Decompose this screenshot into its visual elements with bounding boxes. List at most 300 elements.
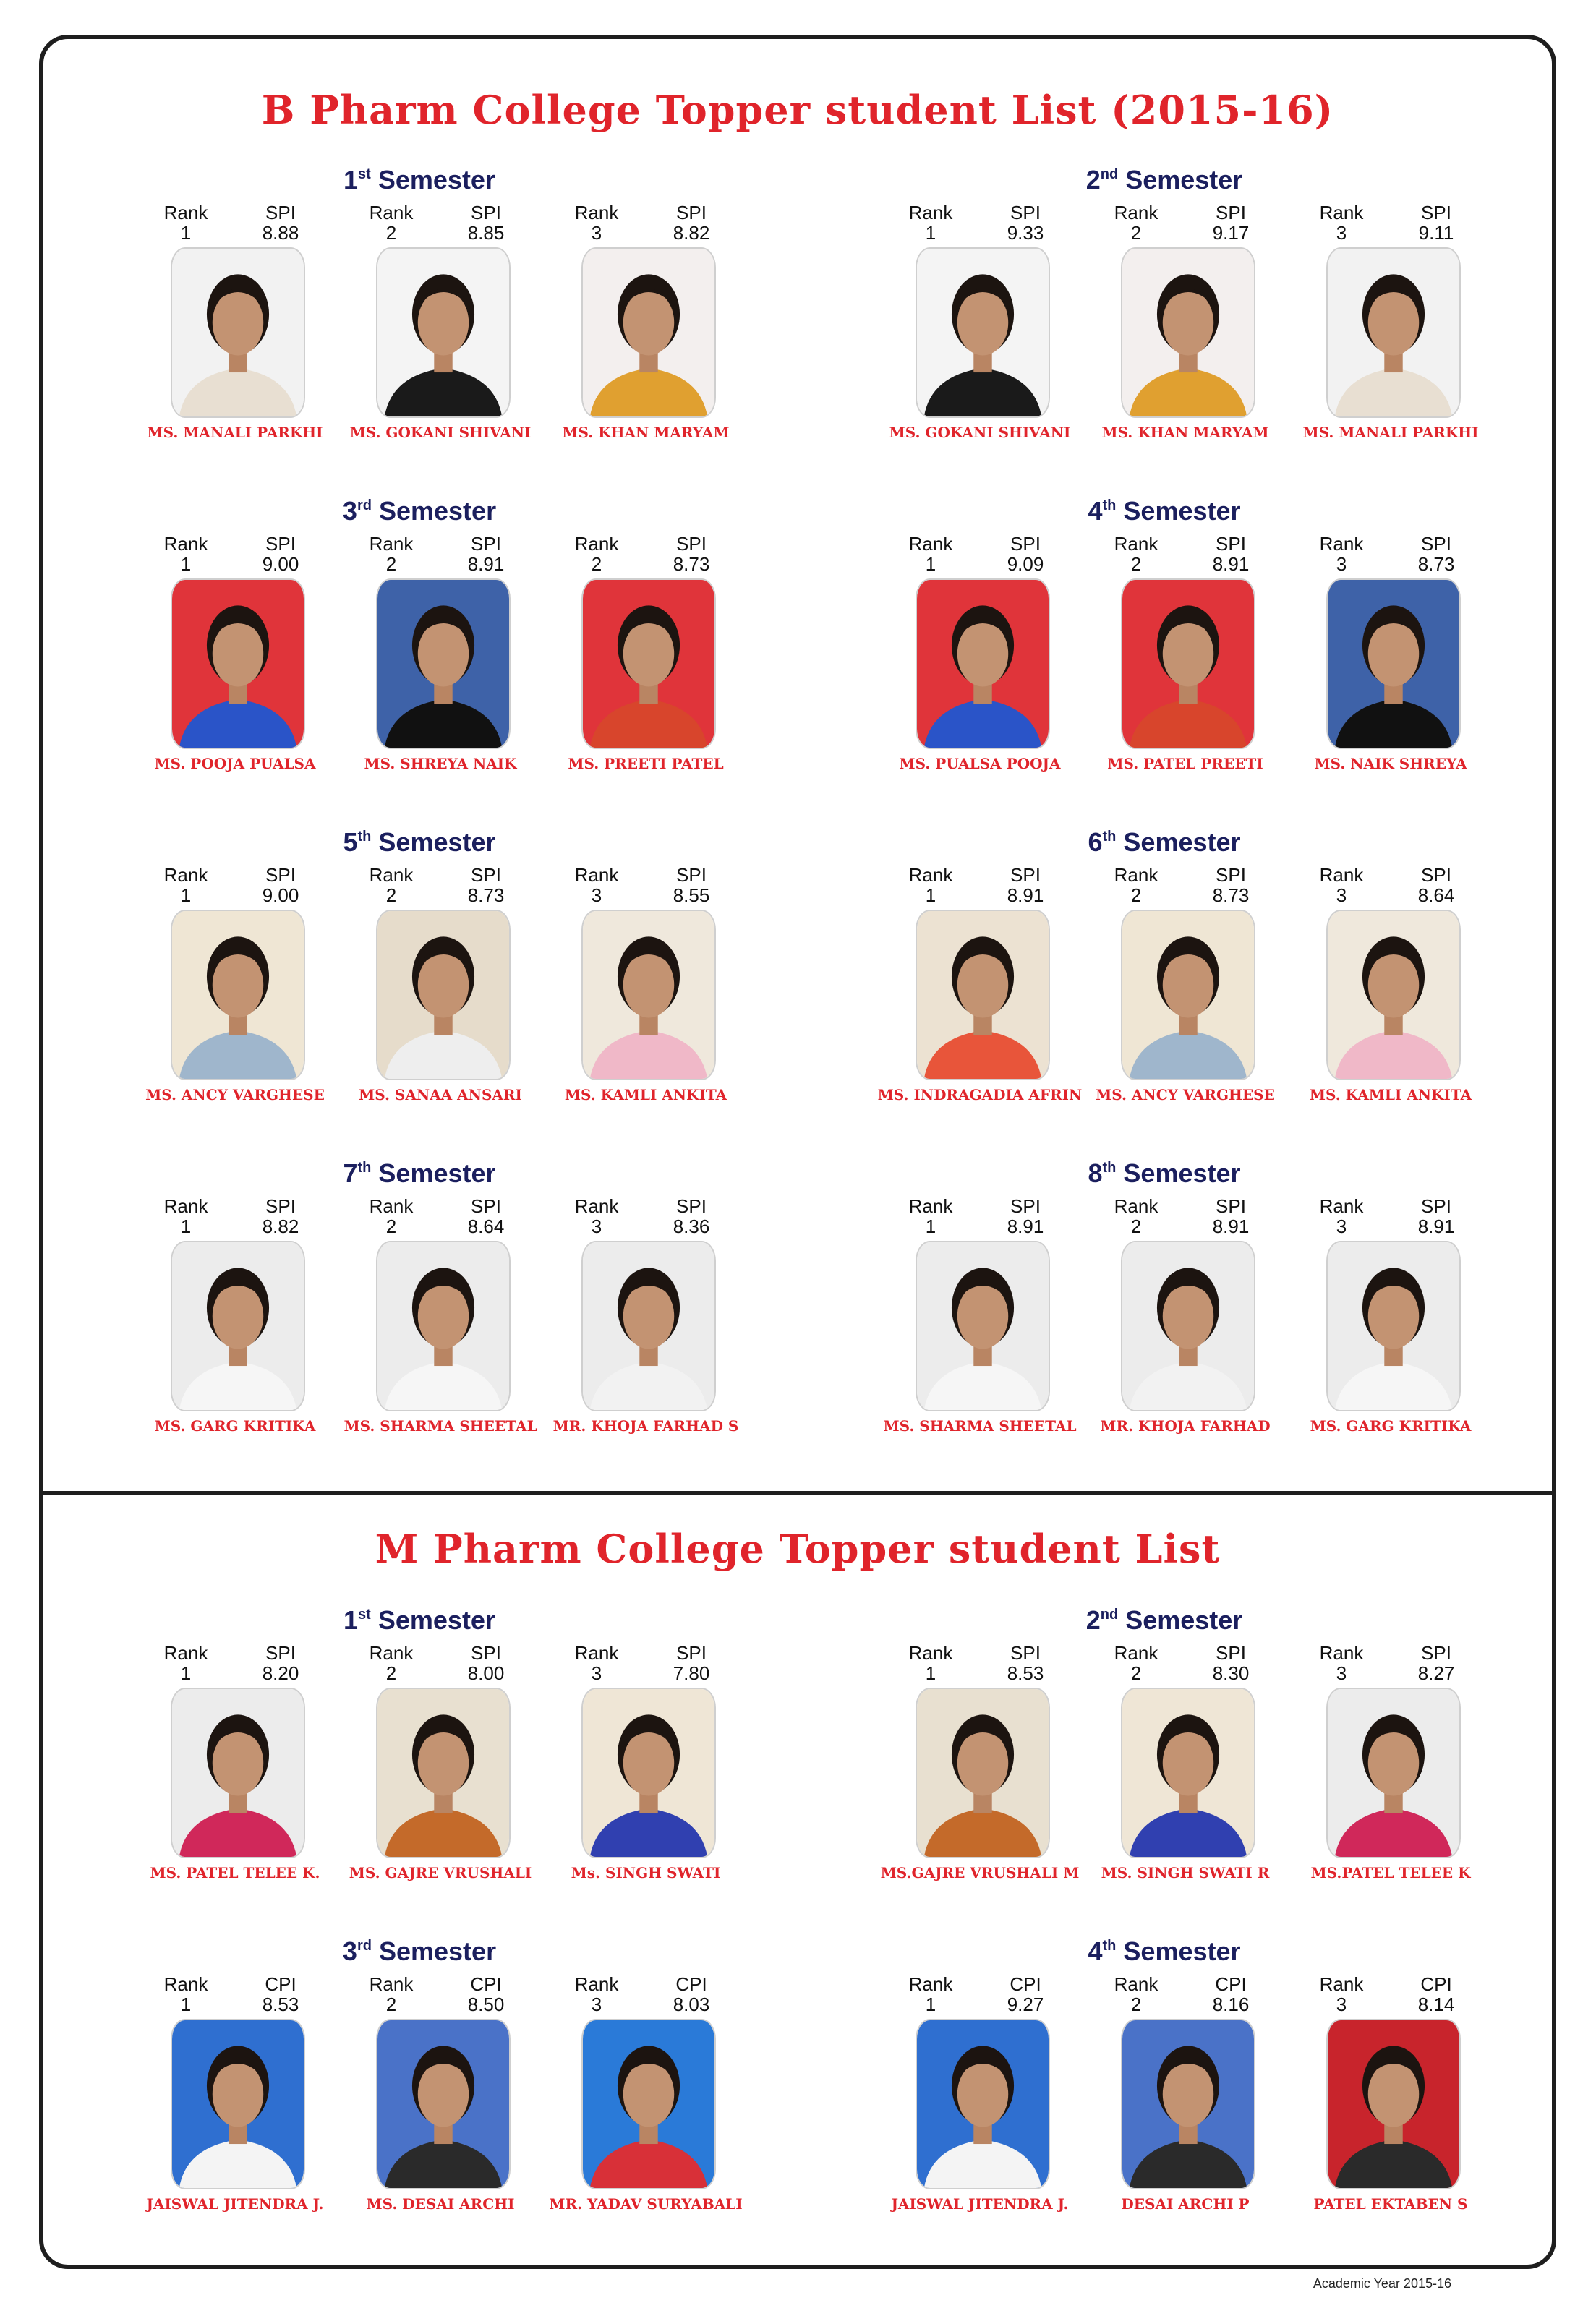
topper-card bbox=[343, 1195, 537, 1442]
semester-word: Semester bbox=[377, 1605, 495, 1635]
score-value: 9.00 bbox=[262, 553, 299, 575]
score-value: 9.09 bbox=[1007, 553, 1044, 575]
student-name: MS.GAJRE VRUSHALI M bbox=[880, 1864, 1080, 1881]
rank-label: Rank bbox=[908, 864, 953, 886]
student-name: MS. PATEL TELEE K. bbox=[150, 1864, 320, 1881]
student-name: MS. SHARMA SHEETAL bbox=[343, 1417, 537, 1435]
student-photo bbox=[916, 1688, 1050, 1858]
score-label: SPI bbox=[471, 1195, 501, 1217]
rank-value: 1 bbox=[180, 1215, 192, 1237]
student-name: MS. GARG KRITIKA bbox=[154, 1417, 316, 1435]
score-label: SPI bbox=[1421, 533, 1451, 555]
rank-label: Rank bbox=[1114, 1195, 1158, 1217]
rank-value: 3 bbox=[591, 1215, 602, 1237]
student-name: MR. YADAV SURYABALI bbox=[549, 2195, 743, 2213]
student-photo bbox=[1121, 2019, 1255, 2189]
rank-label: Rank bbox=[908, 202, 953, 223]
score-label: SPI bbox=[265, 1642, 296, 1664]
rank-label: Rank bbox=[163, 1973, 208, 1995]
student-name: MS. MANALI PARKHI bbox=[1302, 424, 1479, 441]
rank-label: Rank bbox=[908, 1973, 953, 1995]
rank-value: 3 bbox=[1336, 1994, 1347, 2015]
student-photo bbox=[376, 247, 511, 418]
score-value: 8.88 bbox=[262, 222, 299, 244]
semester-heading bbox=[145, 165, 694, 195]
rank-label: Rank bbox=[574, 1642, 619, 1664]
semester-ordinal-suffix: st bbox=[358, 166, 371, 182]
student-photo bbox=[1326, 2019, 1461, 2189]
score-value: 8.82 bbox=[262, 1215, 299, 1237]
student-name: MS. SHARMA SHEETAL bbox=[883, 1417, 1077, 1435]
rank-value: 2 bbox=[1130, 1994, 1142, 2015]
semester-number: 1 bbox=[343, 1605, 359, 1635]
student-photo bbox=[916, 2019, 1050, 2189]
student-name: MS. GOKANI SHIVANI bbox=[349, 424, 532, 441]
score-label: SPI bbox=[1216, 202, 1246, 223]
student-name: MS. GOKANI SHIVANI bbox=[889, 424, 1071, 441]
rank-value: 1 bbox=[925, 1994, 936, 2015]
rank-label: Rank bbox=[163, 533, 208, 555]
rank-label: Rank bbox=[908, 1195, 953, 1217]
rank-label: Rank bbox=[1114, 1973, 1158, 1995]
semester-ordinal-suffix: nd bbox=[1100, 166, 1119, 182]
rank-value: 3 bbox=[591, 1994, 602, 2015]
rank-label: Rank bbox=[369, 533, 414, 555]
semester-word: Semester bbox=[377, 165, 495, 195]
rank-label: Rank bbox=[574, 202, 619, 223]
score-value: 9.27 bbox=[1007, 1994, 1044, 2015]
score-label: SPI bbox=[471, 202, 501, 223]
semester-ordinal-suffix: rd bbox=[357, 497, 372, 513]
student-photo bbox=[171, 1241, 305, 1411]
score-value: 8.64 bbox=[1417, 884, 1455, 906]
semester-heading bbox=[145, 827, 694, 858]
topper-card bbox=[1095, 1196, 1276, 1442]
student-photo bbox=[376, 910, 511, 1080]
student-name: MS. POOJA PUALSA bbox=[154, 755, 316, 772]
rank-value: 3 bbox=[1336, 553, 1347, 575]
student-photo bbox=[376, 1241, 511, 1411]
student-photo bbox=[376, 578, 511, 749]
semester-word: Semester bbox=[1125, 165, 1243, 195]
rank-value: 1 bbox=[180, 222, 192, 244]
rank-label: Rank bbox=[369, 1195, 414, 1217]
semester-number: 1 bbox=[343, 165, 359, 195]
student-photo bbox=[916, 247, 1050, 418]
rank-label: Rank bbox=[908, 533, 953, 555]
student-name: MS. PATEL PREETI bbox=[1107, 755, 1263, 772]
student-photo bbox=[581, 578, 716, 749]
student-name: MS. SINGH SWATI R bbox=[1101, 1864, 1270, 1881]
score-label: CPI bbox=[1420, 1973, 1452, 1995]
rank-value: 2 bbox=[1130, 1662, 1142, 1684]
score-value: 8.03 bbox=[673, 1994, 710, 2015]
semester-number: 8 bbox=[1088, 1158, 1103, 1188]
semester-heading bbox=[889, 1605, 1439, 1636]
student-photo bbox=[581, 1241, 716, 1411]
student-photo bbox=[581, 2019, 716, 2189]
score-value: 8.27 bbox=[1417, 1662, 1455, 1684]
semester-number: 7 bbox=[343, 1158, 358, 1188]
score-label: SPI bbox=[676, 1195, 707, 1217]
rank-value: 3 bbox=[1336, 222, 1347, 244]
rank-label: Rank bbox=[908, 1642, 953, 1664]
score-value: 8.36 bbox=[673, 1215, 710, 1237]
rank-value: 3 bbox=[591, 1662, 602, 1684]
rank-label: Rank bbox=[1319, 1642, 1364, 1664]
rank-label: Rank bbox=[369, 202, 414, 223]
score-value: 8.73 bbox=[673, 553, 710, 575]
score-label: SPI bbox=[1010, 864, 1041, 886]
topper-card bbox=[549, 1973, 743, 2220]
student-name: MR. KHOJA FARHAD bbox=[1100, 1417, 1271, 1435]
rank-value: 1 bbox=[180, 553, 192, 575]
rank-label: Rank bbox=[369, 1973, 414, 1995]
rank-label: Rank bbox=[1114, 202, 1158, 223]
student-photo bbox=[1121, 910, 1255, 1080]
student-name: MS. GARG KRITIKA bbox=[1310, 1417, 1472, 1435]
topper-card bbox=[350, 1643, 531, 1889]
rank-label: Rank bbox=[1319, 864, 1364, 886]
topper-card bbox=[1095, 202, 1276, 448]
rank-value: 3 bbox=[591, 884, 602, 906]
score-value: 8.55 bbox=[673, 884, 710, 906]
score-label: SPI bbox=[265, 533, 296, 555]
student-name: MS. KHAN MARYAM bbox=[562, 424, 730, 441]
semester-heading bbox=[145, 1158, 694, 1189]
score-value: 8.91 bbox=[1212, 1215, 1250, 1237]
student-photo bbox=[1326, 1241, 1461, 1411]
semester-ordinal-suffix: th bbox=[1102, 829, 1117, 845]
rank-value: 1 bbox=[180, 884, 192, 906]
student-name: MS. KAMLI ANKITA bbox=[564, 1086, 727, 1103]
rank-value: 2 bbox=[385, 553, 397, 575]
student-photo bbox=[171, 247, 305, 418]
score-value: 8.00 bbox=[467, 1662, 505, 1684]
topper-card bbox=[1095, 1974, 1276, 2220]
rank-label: Rank bbox=[1319, 533, 1364, 555]
score-label: CPI bbox=[1215, 1973, 1247, 1995]
student-name: MS. NAIK SHREYA bbox=[1314, 755, 1467, 772]
student-photo bbox=[1121, 1688, 1255, 1858]
student-photo bbox=[1326, 247, 1461, 418]
student-name: MS. ANCY VARGHESE bbox=[1096, 1086, 1275, 1103]
rank-label: Rank bbox=[1319, 1973, 1364, 1995]
semester-ordinal-suffix: rd bbox=[357, 1938, 372, 1954]
student-photo bbox=[171, 1688, 305, 1858]
rank-value: 3 bbox=[1336, 884, 1347, 906]
topper-card bbox=[1300, 865, 1481, 1111]
student-name: JAISWAL JITENDRA J. bbox=[891, 2195, 1069, 2213]
semester-word: Semester bbox=[1123, 496, 1241, 526]
topper-card bbox=[555, 202, 736, 448]
topper-card bbox=[145, 534, 325, 779]
rank-label: Rank bbox=[1114, 533, 1158, 555]
student-name: MS. ANCY VARGHESE bbox=[145, 1086, 325, 1103]
score-value: 8.91 bbox=[467, 553, 505, 575]
section-divider bbox=[39, 1491, 1556, 1495]
score-value: 8.85 bbox=[467, 222, 505, 244]
score-value: 8.53 bbox=[262, 1994, 299, 2015]
semester-heading bbox=[889, 165, 1439, 195]
score-label: SPI bbox=[676, 1642, 707, 1664]
rank-value: 2 bbox=[385, 222, 397, 244]
semester-word: Semester bbox=[1123, 1936, 1241, 1966]
student-photo bbox=[916, 578, 1050, 749]
semester-word: Semester bbox=[378, 827, 496, 857]
rank-value: 1 bbox=[180, 1662, 192, 1684]
rank-value: 3 bbox=[1336, 1215, 1347, 1237]
score-label: CPI bbox=[470, 1973, 502, 1995]
student-name: MS. KHAN MARYAM bbox=[1101, 424, 1269, 441]
score-label: SPI bbox=[1216, 864, 1246, 886]
student-name: MS. SHREYA NAIK bbox=[364, 755, 517, 772]
rank-label: Rank bbox=[163, 1642, 208, 1664]
topper-card bbox=[889, 202, 1070, 448]
rank-label: Rank bbox=[574, 864, 619, 886]
semester-heading bbox=[145, 1605, 694, 1636]
semester-ordinal-suffix: th bbox=[357, 1160, 372, 1176]
semester-heading bbox=[889, 496, 1439, 526]
semester-ordinal-suffix: th bbox=[1102, 497, 1117, 513]
semester-ordinal-suffix: th bbox=[1102, 1938, 1117, 1954]
semester-ordinal-suffix: th bbox=[357, 829, 372, 845]
semester-heading bbox=[889, 1936, 1439, 1967]
score-value: 8.73 bbox=[1417, 553, 1455, 575]
score-label: SPI bbox=[1421, 1642, 1451, 1664]
student-photo bbox=[1121, 1241, 1255, 1411]
topper-card bbox=[1095, 534, 1276, 779]
topper-card bbox=[1095, 865, 1276, 1111]
rank-label: Rank bbox=[574, 1195, 619, 1217]
score-value: 7.80 bbox=[673, 1662, 710, 1684]
score-value: 9.33 bbox=[1007, 222, 1044, 244]
m-pharm-title: M Pharm College Topper student List bbox=[375, 1526, 1221, 1572]
rank-value: 1 bbox=[925, 1215, 936, 1237]
rank-label: Rank bbox=[369, 864, 414, 886]
topper-card bbox=[883, 1195, 1077, 1442]
semester-number: 4 bbox=[1088, 1936, 1103, 1966]
semester-number: 3 bbox=[342, 496, 357, 526]
student-name: MS. GAJRE VRUSHALI bbox=[349, 1864, 532, 1881]
topper-card bbox=[1300, 1196, 1481, 1442]
score-value: 8.91 bbox=[1007, 1215, 1044, 1237]
student-photo bbox=[171, 910, 305, 1080]
semester-word: Semester bbox=[1123, 827, 1241, 857]
rank-value: 2 bbox=[385, 884, 397, 906]
score-value: 8.73 bbox=[1212, 884, 1250, 906]
b-pharm-title: B Pharm College Topper student List (2015-16) bbox=[261, 87, 1334, 133]
topper-card bbox=[145, 865, 325, 1111]
rank-value: 2 bbox=[385, 1994, 397, 2015]
student-photo bbox=[581, 247, 716, 418]
score-value: 8.20 bbox=[262, 1662, 299, 1684]
student-name: DESAI ARCHI P bbox=[1121, 2195, 1250, 2213]
rank-label: Rank bbox=[163, 1195, 208, 1217]
topper-card bbox=[889, 1974, 1070, 2220]
semester-heading bbox=[145, 496, 694, 526]
rank-label: Rank bbox=[1319, 202, 1364, 223]
semester-word: Semester bbox=[1123, 1158, 1241, 1188]
student-name: MS. MANALI PARKHI bbox=[147, 424, 323, 441]
topper-card bbox=[1300, 534, 1481, 779]
student-name: JAISWAL JITENDRA J. bbox=[146, 2195, 324, 2213]
student-photo bbox=[916, 1241, 1050, 1411]
student-name: MS. INDRAGADIA AFRIN bbox=[877, 1086, 1083, 1103]
score-value: 9.17 bbox=[1212, 222, 1250, 244]
score-value: 8.50 bbox=[467, 1994, 505, 2015]
student-photo bbox=[376, 1688, 511, 1858]
topper-card bbox=[1300, 1643, 1481, 1889]
score-label: SPI bbox=[676, 864, 707, 886]
semester-word: Semester bbox=[378, 1158, 496, 1188]
rank-value: 3 bbox=[1336, 1662, 1347, 1684]
student-photo bbox=[581, 910, 716, 1080]
rank-value: 2 bbox=[1130, 884, 1142, 906]
score-label: SPI bbox=[471, 1642, 501, 1664]
topper-card bbox=[880, 1642, 1080, 1889]
semester-heading bbox=[145, 1936, 694, 1967]
topper-card bbox=[555, 865, 736, 1111]
semester-number: 2 bbox=[1085, 165, 1101, 195]
topper-card bbox=[145, 202, 325, 448]
rank-value: 1 bbox=[925, 553, 936, 575]
score-label: SPI bbox=[1421, 1195, 1451, 1217]
rank-value: 2 bbox=[1130, 553, 1142, 575]
student-photo bbox=[1326, 1688, 1461, 1858]
score-label: CPI bbox=[675, 1973, 707, 1995]
rank-label: Rank bbox=[574, 1973, 619, 1995]
semester-word: Semester bbox=[1125, 1605, 1243, 1635]
rank-label: Rank bbox=[369, 1642, 414, 1664]
score-value: 8.82 bbox=[673, 222, 710, 244]
topper-card bbox=[889, 534, 1070, 779]
topper-card bbox=[1095, 1643, 1276, 1889]
topper-card bbox=[555, 1643, 736, 1889]
rank-value: 2 bbox=[1130, 222, 1142, 244]
score-value: 8.91 bbox=[1212, 553, 1250, 575]
academic-year-footer: Academic Year 2015-16 bbox=[1313, 2276, 1451, 2291]
rank-value: 2 bbox=[385, 1215, 397, 1237]
score-label: SPI bbox=[1010, 202, 1041, 223]
score-label: SPI bbox=[1216, 533, 1246, 555]
student-photo bbox=[376, 2019, 511, 2189]
semester-number: 5 bbox=[343, 827, 358, 857]
student-photo bbox=[1326, 578, 1461, 749]
semester-number: 4 bbox=[1088, 496, 1103, 526]
rank-label: Rank bbox=[163, 202, 208, 223]
student-name: MS. PUALSA POOJA bbox=[899, 755, 1061, 772]
rank-label: Rank bbox=[1319, 1195, 1364, 1217]
semester-heading bbox=[889, 827, 1439, 858]
student-name: MS. KAMLI ANKITA bbox=[1309, 1086, 1472, 1103]
rank-value: 2 bbox=[591, 553, 602, 575]
topper-card bbox=[350, 1974, 531, 2220]
student-photo bbox=[581, 1688, 716, 1858]
rank-value: 1 bbox=[180, 1994, 192, 2015]
score-label: CPI bbox=[1010, 1973, 1041, 1995]
score-label: SPI bbox=[676, 202, 707, 223]
topper-card bbox=[877, 864, 1083, 1111]
topper-card bbox=[350, 202, 531, 448]
topper-card bbox=[555, 534, 736, 779]
score-label: SPI bbox=[265, 864, 296, 886]
topper-card bbox=[1300, 202, 1481, 448]
topper-card bbox=[145, 1196, 325, 1442]
semester-number: 6 bbox=[1088, 827, 1103, 857]
semester-word: Semester bbox=[378, 1936, 497, 1966]
student-name: MS. SANAA ANSARI bbox=[359, 1086, 522, 1103]
semester-number: 3 bbox=[342, 1936, 357, 1966]
student-photo bbox=[1121, 578, 1255, 749]
semester-word: Semester bbox=[378, 496, 497, 526]
score-label: SPI bbox=[471, 533, 501, 555]
student-name: MS. PREETI PATEL bbox=[568, 755, 724, 772]
student-photo bbox=[171, 578, 305, 749]
topper-card bbox=[350, 534, 531, 779]
semester-ordinal-suffix: st bbox=[358, 1607, 371, 1623]
rank-label: Rank bbox=[574, 533, 619, 555]
topper-card bbox=[1300, 1974, 1481, 2220]
score-label: SPI bbox=[471, 864, 501, 886]
score-label: SPI bbox=[265, 1195, 296, 1217]
rank-value: 3 bbox=[591, 222, 602, 244]
semester-ordinal-suffix: th bbox=[1102, 1160, 1117, 1176]
score-value: 8.16 bbox=[1212, 1994, 1250, 2015]
rank-value: 1 bbox=[925, 222, 936, 244]
topper-card bbox=[145, 1974, 325, 2220]
score-label: SPI bbox=[676, 533, 707, 555]
score-value: 8.91 bbox=[1007, 884, 1044, 906]
score-label: SPI bbox=[1421, 864, 1451, 886]
rank-value: 1 bbox=[925, 1662, 936, 1684]
topper-card bbox=[145, 1643, 325, 1889]
student-name: Ms. SINGH SWATI bbox=[571, 1864, 721, 1881]
semester-number: 2 bbox=[1085, 1605, 1101, 1635]
score-label: SPI bbox=[265, 202, 296, 223]
semester-heading bbox=[889, 1158, 1439, 1189]
score-label: SPI bbox=[1216, 1195, 1246, 1217]
semester-ordinal-suffix: nd bbox=[1100, 1607, 1119, 1623]
rank-label: Rank bbox=[1114, 864, 1158, 886]
score-value: 8.53 bbox=[1007, 1662, 1044, 1684]
student-name: PATEL EKTABEN S bbox=[1313, 2195, 1468, 2213]
score-label: CPI bbox=[265, 1973, 296, 1995]
score-label: SPI bbox=[1421, 202, 1451, 223]
score-value: 9.11 bbox=[1418, 222, 1454, 244]
student-photo bbox=[916, 910, 1050, 1080]
topper-card bbox=[552, 1195, 739, 1442]
student-name: MS.PATEL TELEE K bbox=[1310, 1864, 1471, 1881]
student-photo bbox=[171, 2019, 305, 2189]
rank-value: 2 bbox=[1130, 1215, 1142, 1237]
topper-card bbox=[350, 865, 531, 1111]
rank-value: 1 bbox=[925, 884, 936, 906]
score-value: 8.73 bbox=[467, 884, 505, 906]
student-photo bbox=[1121, 247, 1255, 418]
student-name: MR. KHOJA FARHAD S bbox=[552, 1417, 739, 1435]
score-value: 9.00 bbox=[262, 884, 299, 906]
score-value: 8.91 bbox=[1417, 1215, 1455, 1237]
score-label: SPI bbox=[1010, 1642, 1041, 1664]
rank-value: 2 bbox=[385, 1662, 397, 1684]
rank-label: Rank bbox=[163, 864, 208, 886]
student-photo bbox=[1326, 910, 1461, 1080]
score-label: SPI bbox=[1010, 533, 1041, 555]
score-value: 8.14 bbox=[1417, 1994, 1455, 2015]
score-label: SPI bbox=[1216, 1642, 1246, 1664]
score-value: 8.30 bbox=[1212, 1662, 1250, 1684]
